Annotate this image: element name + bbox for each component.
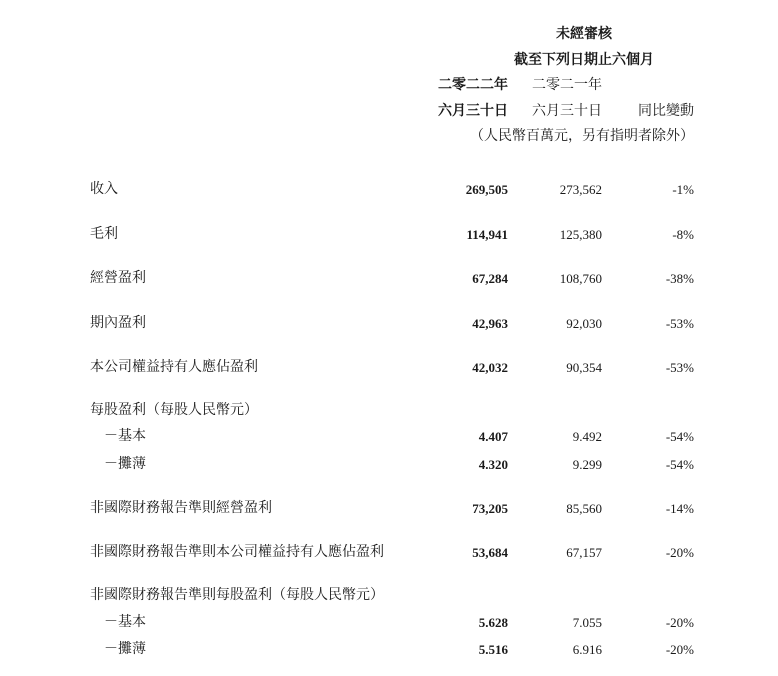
value-2022: 42,963 xyxy=(472,316,508,331)
value-2021: 85,560 xyxy=(566,501,602,516)
row-label-nonifrs-eps: 非國際財務報告準則每股盈利（每股人民幣元） xyxy=(90,587,384,603)
value-2022: 4.320 xyxy=(478,457,508,472)
row-label-eps-diluted: －攤薄 xyxy=(104,456,146,472)
row-label-nonifrs-attributable-profit: 非國際財務報告準則本公司權益持有人應佔盈利 xyxy=(90,544,384,560)
value-2021: 7.055 xyxy=(572,615,602,630)
value-2022: 5.516 xyxy=(478,642,508,657)
value-2022: 53,684 xyxy=(472,545,508,560)
value-2021: 67,157 xyxy=(566,545,602,560)
value-2021: 108,760 xyxy=(559,271,602,286)
value-2021: 6.916 xyxy=(572,642,602,657)
value-change: -20% xyxy=(665,642,694,657)
row-label-nonifrs-eps-diluted: －攤薄 xyxy=(104,641,146,657)
value-2021: 9.299 xyxy=(572,457,602,472)
period-heading: 截至下列日期止六個月 xyxy=(514,52,654,68)
value-2022: 114,941 xyxy=(466,227,508,242)
value-change: -20% xyxy=(665,545,694,560)
row-label-nonifrs-operating-profit: 非國際財務報告準則經營盈利 xyxy=(90,500,272,516)
value-change: -1% xyxy=(672,182,694,197)
row-label-period-profit: 期內盈利 xyxy=(90,315,146,331)
value-change: -53% xyxy=(665,360,694,375)
year-2021-heading: 二零二一年 xyxy=(532,77,602,93)
row-label-eps: 每股盈利（每股人民幣元） xyxy=(90,402,258,418)
value-change: -8% xyxy=(672,227,694,242)
value-2022: 5.628 xyxy=(478,615,508,630)
year-2022-heading: 二零二二年 xyxy=(438,77,508,93)
value-2022: 4.407 xyxy=(478,429,508,444)
value-change: -53% xyxy=(665,316,694,331)
row-label-operating-profit: 經營盈利 xyxy=(90,270,146,286)
value-2021: 125,380 xyxy=(559,227,602,242)
value-change: -54% xyxy=(665,429,694,444)
row-label-revenue: 收入 xyxy=(90,181,118,197)
value-2022: 73,205 xyxy=(472,501,508,516)
value-2022: 269,505 xyxy=(465,182,508,197)
date-2021-heading: 六月三十日 xyxy=(532,103,602,119)
value-2021: 273,562 xyxy=(559,182,602,197)
value-2021: 9.492 xyxy=(572,429,602,444)
value-2021: 92,030 xyxy=(566,316,602,331)
row-label-eps-basic: －基本 xyxy=(104,428,146,444)
row-label-attributable-profit: 本公司權益持有人應佔盈利 xyxy=(90,359,258,375)
change-heading: 同比變動 xyxy=(638,103,694,119)
unit-note: （人民幣百萬元，另有指明者除外） xyxy=(470,128,694,144)
value-2021: 90,354 xyxy=(566,360,602,375)
row-label-gross-profit: 毛利 xyxy=(90,226,118,242)
value-change: -20% xyxy=(665,615,694,630)
value-2022: 67,284 xyxy=(472,271,508,286)
row-label-nonifrs-eps-basic: －基本 xyxy=(104,614,146,630)
value-change: -38% xyxy=(665,271,694,286)
value-change: -54% xyxy=(665,457,694,472)
unaudited-heading: 未經審核 xyxy=(556,26,612,42)
date-2022-heading: 六月三十日 xyxy=(438,103,508,119)
value-2022: 42,032 xyxy=(472,360,508,375)
value-change: -14% xyxy=(665,501,694,516)
